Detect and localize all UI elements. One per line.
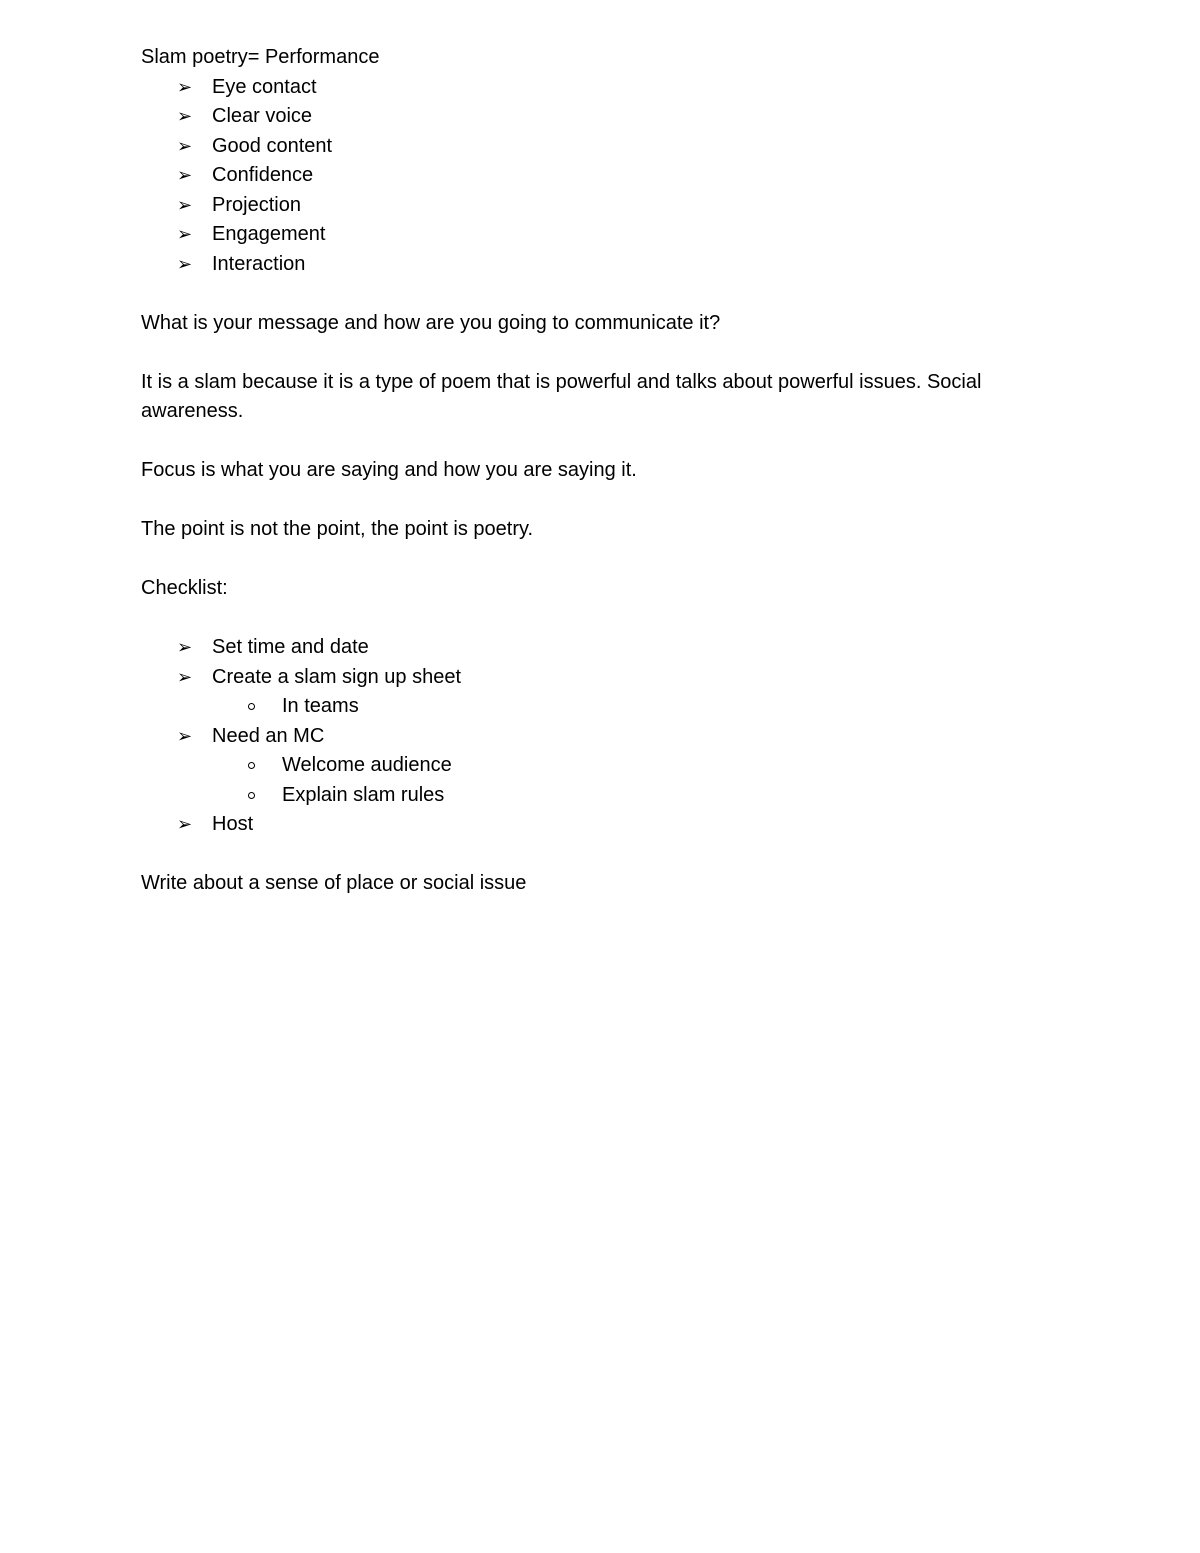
arrowhead-bullet-icon: ➢ — [177, 106, 193, 126]
list-item: ➢ Good content — [141, 132, 1061, 162]
spacer — [141, 604, 1061, 634]
sub-list-item: In teams — [141, 692, 1061, 722]
arrowhead-bullet-icon: ➢ — [177, 135, 193, 156]
closing-paragraph: Write about a sense of place or social issue — [141, 872, 527, 894]
arrowhead-bullet-icon: ➢ — [177, 814, 193, 834]
arrowhead-bullet-icon: ➢ — [177, 253, 193, 274]
hollow-circle-bullet-icon — [248, 792, 255, 799]
list-item: ➢ Interaction — [141, 250, 1061, 280]
list-item: ➢ Confidence — [141, 161, 1061, 191]
hollow-circle-bullet-icon — [248, 703, 255, 710]
spacer — [141, 545, 1061, 575]
list-item: ➢ Create a slam sign up sheet — [141, 663, 1061, 693]
point-paragraph: The point is not the point, the point is poetry. — [141, 518, 534, 540]
arrowhead-bullet-icon: ➢ — [177, 76, 193, 97]
arrowhead-bullet-icon: ➢ — [177, 194, 193, 215]
list-item: ➢ Host — [141, 810, 1061, 840]
checklist — [141, 633, 1061, 840]
list-item: ➢ Eye contact — [141, 73, 1061, 103]
hollow-circle-bullet-icon — [248, 762, 255, 769]
document-page — [141, 43, 1061, 899]
spacer — [141, 279, 1061, 309]
arrowhead-bullet-icon: ➢ — [177, 165, 193, 185]
arrowhead-bullet-icon: ➢ — [177, 224, 193, 244]
list-item: ➢ Need an MC — [141, 722, 1061, 752]
list-item: ➢ Projection — [141, 191, 1061, 221]
list-item: ➢ Clear voice — [141, 102, 1061, 132]
performance-list — [141, 73, 1061, 280]
sub-list-item: Welcome audience — [141, 751, 1061, 781]
list-item: ➢ Engagement — [141, 220, 1061, 250]
focus-paragraph: Focus is what you are saying and how you are saying it. — [141, 459, 637, 481]
arrowhead-bullet-icon: ➢ — [177, 666, 193, 687]
list-item: ➢ Set time and date — [141, 633, 1061, 663]
spacer — [141, 338, 1061, 368]
spacer — [141, 840, 1061, 870]
slam-explanation-paragraph: It is a slam because it is a type of poem that is powerful and talks about powerful issues. Social awareness. — [141, 370, 982, 422]
heading: Slam poetry= Performance — [141, 46, 380, 68]
sub-list-item: Explain slam rules — [141, 781, 1061, 811]
arrowhead-bullet-icon: ➢ — [177, 725, 193, 746]
checklist-label: Checklist: — [141, 577, 228, 599]
spacer — [141, 427, 1061, 457]
arrowhead-bullet-icon: ➢ — [177, 637, 193, 657]
spacer — [141, 486, 1061, 516]
question-paragraph: What is your message and how are you going to communicate it? — [141, 311, 721, 334]
